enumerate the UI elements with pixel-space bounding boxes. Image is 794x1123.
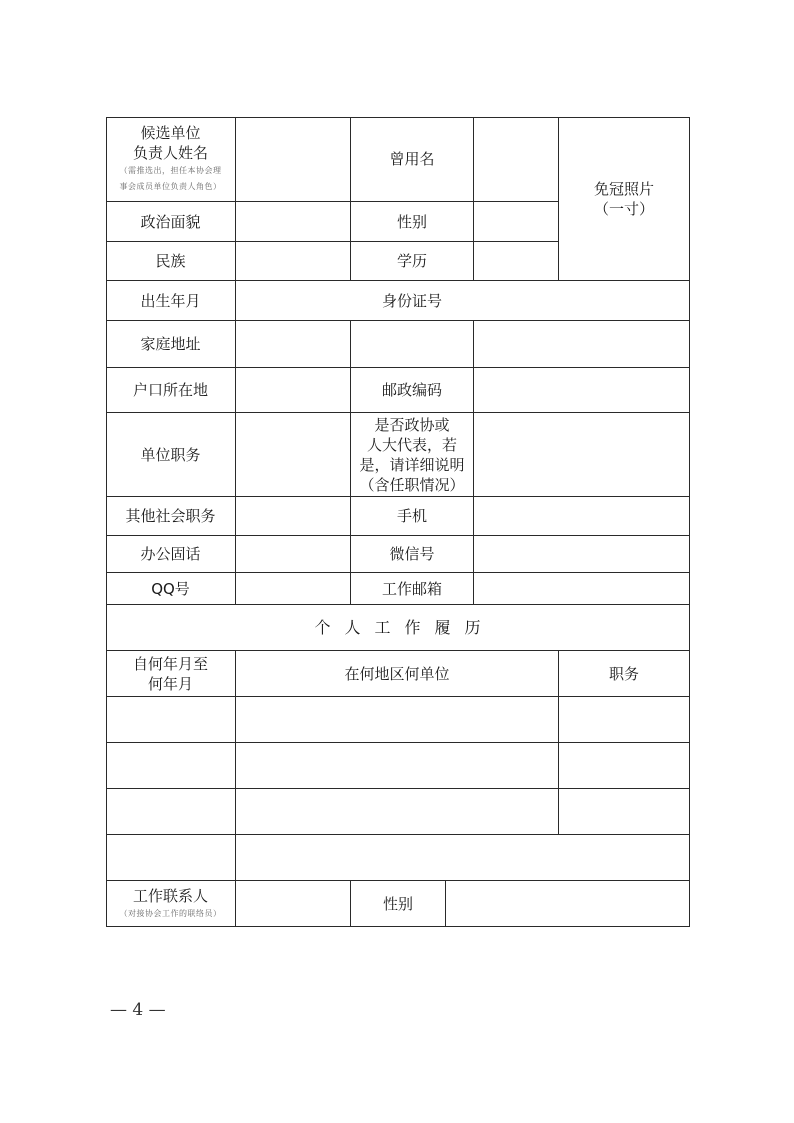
contact-gender-field[interactable] bbox=[446, 881, 689, 926]
table-border bbox=[689, 117, 690, 927]
work-email-text: 工作邮箱 bbox=[381, 579, 442, 598]
work-email-field[interactable] bbox=[474, 573, 689, 604]
birth-date-label bbox=[106, 281, 235, 320]
contact-gender-label bbox=[351, 881, 445, 926]
wechat-field[interactable] bbox=[474, 536, 689, 572]
birth-date-text: 出生年月 bbox=[140, 291, 201, 310]
qq-text: QQ号 bbox=[151, 579, 190, 598]
unit-position-field[interactable] bbox=[236, 413, 350, 496]
other-social-positions-label bbox=[106, 497, 235, 535]
postal-code-label bbox=[351, 368, 473, 412]
history-unit-cell[interactable] bbox=[236, 697, 558, 742]
candidate-label-line1: 候选单位 bbox=[140, 124, 201, 142]
history-unit-cell[interactable] bbox=[236, 743, 558, 788]
education-field[interactable] bbox=[474, 242, 558, 280]
education-label bbox=[351, 242, 473, 280]
candidate-name-label bbox=[106, 117, 235, 201]
gender-text: 性别 bbox=[396, 212, 427, 231]
history-period-line1: 自何年月至 bbox=[132, 654, 208, 673]
history-position-cell[interactable] bbox=[559, 697, 689, 742]
history-period-cell[interactable] bbox=[106, 835, 235, 880]
candidate-label-line2: 负责人姓名 bbox=[132, 144, 208, 162]
history-period-line2: 何年月 bbox=[147, 674, 193, 693]
household-registration-text: 户口所在地 bbox=[132, 381, 208, 399]
mobile-field[interactable] bbox=[474, 497, 689, 535]
history-unit-text: 在何地区何单位 bbox=[344, 664, 450, 683]
office-phone-label bbox=[106, 536, 235, 572]
contact-name-field[interactable] bbox=[236, 881, 350, 926]
gender-field[interactable] bbox=[474, 202, 558, 241]
history-period-cell[interactable] bbox=[106, 789, 235, 834]
contact-label bbox=[106, 881, 235, 926]
history-position-text: 职务 bbox=[608, 664, 639, 683]
registration-form bbox=[106, 117, 690, 927]
education-text: 学历 bbox=[396, 252, 427, 270]
former-name-label bbox=[351, 117, 473, 201]
wechat-label bbox=[351, 536, 473, 572]
political-status-label bbox=[106, 202, 235, 241]
page-number: — 4 — bbox=[110, 1000, 166, 1020]
history-position-header bbox=[559, 651, 689, 696]
political-status-field[interactable] bbox=[236, 202, 350, 241]
household-registration-label bbox=[106, 368, 235, 412]
id-number-field[interactable] bbox=[474, 281, 689, 320]
id-number-label bbox=[351, 281, 473, 320]
home-address-text: 家庭地址 bbox=[140, 335, 201, 353]
mobile-label bbox=[351, 497, 473, 535]
former-name-field[interactable] bbox=[474, 117, 558, 201]
other-social-positions-text: 其他社会职务 bbox=[125, 507, 216, 525]
history-unit-cell[interactable] bbox=[236, 789, 558, 834]
unit-position-text: 单位职务 bbox=[140, 445, 201, 464]
other-social-positions-field[interactable] bbox=[236, 497, 350, 535]
history-unit-cell[interactable] bbox=[236, 835, 558, 880]
work-email-label bbox=[351, 573, 473, 604]
qq-field[interactable] bbox=[236, 573, 350, 604]
household-registration-field[interactable] bbox=[236, 368, 350, 412]
history-position-cell[interactable] bbox=[559, 835, 689, 880]
ethnicity-field[interactable] bbox=[236, 242, 350, 280]
office-phone-field[interactable] bbox=[236, 536, 350, 572]
contact-note: （对接协会工作的联络员） bbox=[119, 908, 222, 918]
photo-area[interactable] bbox=[559, 117, 689, 280]
office-phone-text: 办公固话 bbox=[140, 545, 201, 563]
history-period-cell[interactable] bbox=[106, 743, 235, 788]
cppcc-line4: （含任职情况） bbox=[359, 475, 465, 494]
candidate-name-field[interactable] bbox=[236, 117, 350, 201]
table-border bbox=[106, 926, 690, 927]
id-number-text: 身份证号 bbox=[381, 291, 442, 310]
former-name-text: 曾用名 bbox=[389, 150, 435, 168]
home-address-field[interactable] bbox=[236, 321, 689, 367]
ethnicity-label bbox=[106, 242, 235, 280]
history-position-cell[interactable] bbox=[559, 789, 689, 834]
work-history-heading bbox=[106, 605, 689, 650]
photo-label: 免冠照片 bbox=[593, 179, 654, 198]
birth-date-field[interactable] bbox=[236, 281, 350, 320]
photo-size: （一寸） bbox=[593, 199, 654, 218]
home-address-label bbox=[106, 321, 235, 367]
candidate-note-line2: 事会成员单位负责人角色） bbox=[119, 182, 222, 191]
contact-gender-text: 性别 bbox=[382, 894, 413, 913]
cppcc-line2: 人大代表，若 bbox=[366, 435, 457, 454]
mobile-text: 手机 bbox=[396, 507, 427, 525]
contact-label-text: 工作联系人 bbox=[132, 886, 208, 905]
ethnicity-text: 民族 bbox=[155, 252, 186, 270]
postal-code-field[interactable] bbox=[474, 368, 689, 412]
gender-label bbox=[351, 202, 473, 241]
history-period-cell[interactable] bbox=[106, 697, 235, 742]
cppcc-npc-label bbox=[351, 413, 473, 496]
wechat-text: 微信号 bbox=[389, 545, 435, 563]
candidate-note-line1: （需推选出，担任本协会理 bbox=[119, 166, 222, 175]
cppcc-npc-field[interactable] bbox=[474, 413, 689, 496]
history-period-header bbox=[106, 651, 235, 696]
qq-label bbox=[106, 573, 235, 604]
cppcc-line3: 是，请详细说明 bbox=[359, 455, 465, 474]
history-unit-header bbox=[236, 651, 558, 696]
cppcc-line1: 是否政协或 bbox=[374, 415, 450, 434]
political-status-text: 政治面貌 bbox=[140, 212, 201, 231]
history-position-cell[interactable] bbox=[559, 743, 689, 788]
unit-position-label bbox=[106, 413, 235, 496]
work-history-heading-text: 个人工作履历 bbox=[314, 617, 495, 637]
postal-code-text: 邮政编码 bbox=[381, 381, 442, 399]
